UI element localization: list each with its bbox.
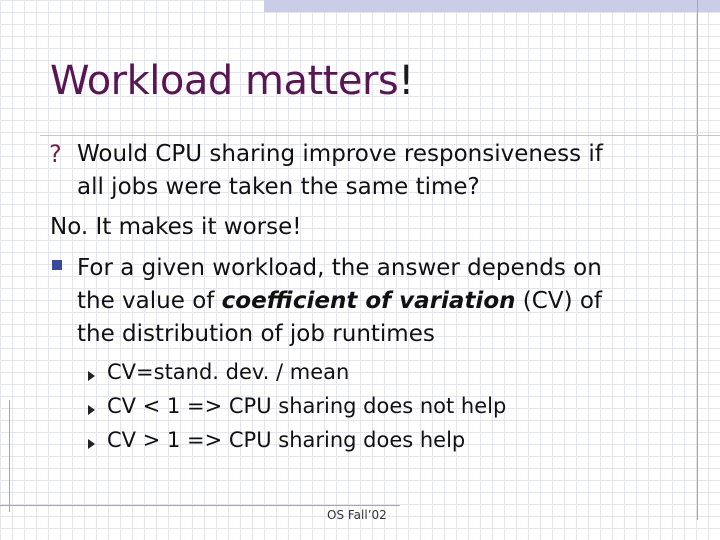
answer-line: No. It makes it worse!	[50, 214, 302, 240]
triangle-bullet-icon	[88, 371, 95, 381]
sub-bullet-cv-definition: CV=stand. dev. / mean	[107, 360, 350, 384]
question-bullet-icon: ?	[49, 140, 62, 168]
slide-title	[50, 58, 414, 104]
bottom-guide-line	[0, 505, 400, 506]
bullet-question-line-2: all jobs were taken the same time?	[77, 174, 480, 200]
coefficient-of-variation-emphasis: coefficient of variation	[221, 288, 516, 314]
bullet-workload-line-1: For a given workload, the answer depends on	[77, 255, 602, 281]
bullet-workload-line-3: the distribution of job runtimes	[77, 321, 435, 347]
title-divider	[40, 135, 720, 136]
sub-bullet-cv-less-than-one: CV < 1 => CPU sharing does not help	[107, 394, 507, 418]
bullet-workload-line-2	[77, 285, 602, 317]
slide-title-text: Workload matters	[50, 58, 399, 104]
sub-bullet-cv-greater-than-one: CV > 1 => CPU sharing does help	[107, 428, 466, 452]
bullet-question-line-1: Would CPU sharing improve responsiveness if	[77, 141, 603, 167]
triangle-bullet-icon	[88, 439, 95, 449]
right-guide-line	[697, 0, 698, 520]
top-accent-band	[264, 0, 720, 12]
workload-line-2-suffix: (CV) of	[515, 288, 603, 314]
slide-title-exclamation: !	[398, 58, 414, 104]
workload-line-2-prefix: the value of	[77, 288, 222, 314]
triangle-bullet-icon	[88, 405, 95, 415]
square-bullet-icon	[52, 260, 62, 270]
left-guide-line	[9, 400, 10, 512]
slide-footer: OS Fall’02	[327, 508, 387, 522]
